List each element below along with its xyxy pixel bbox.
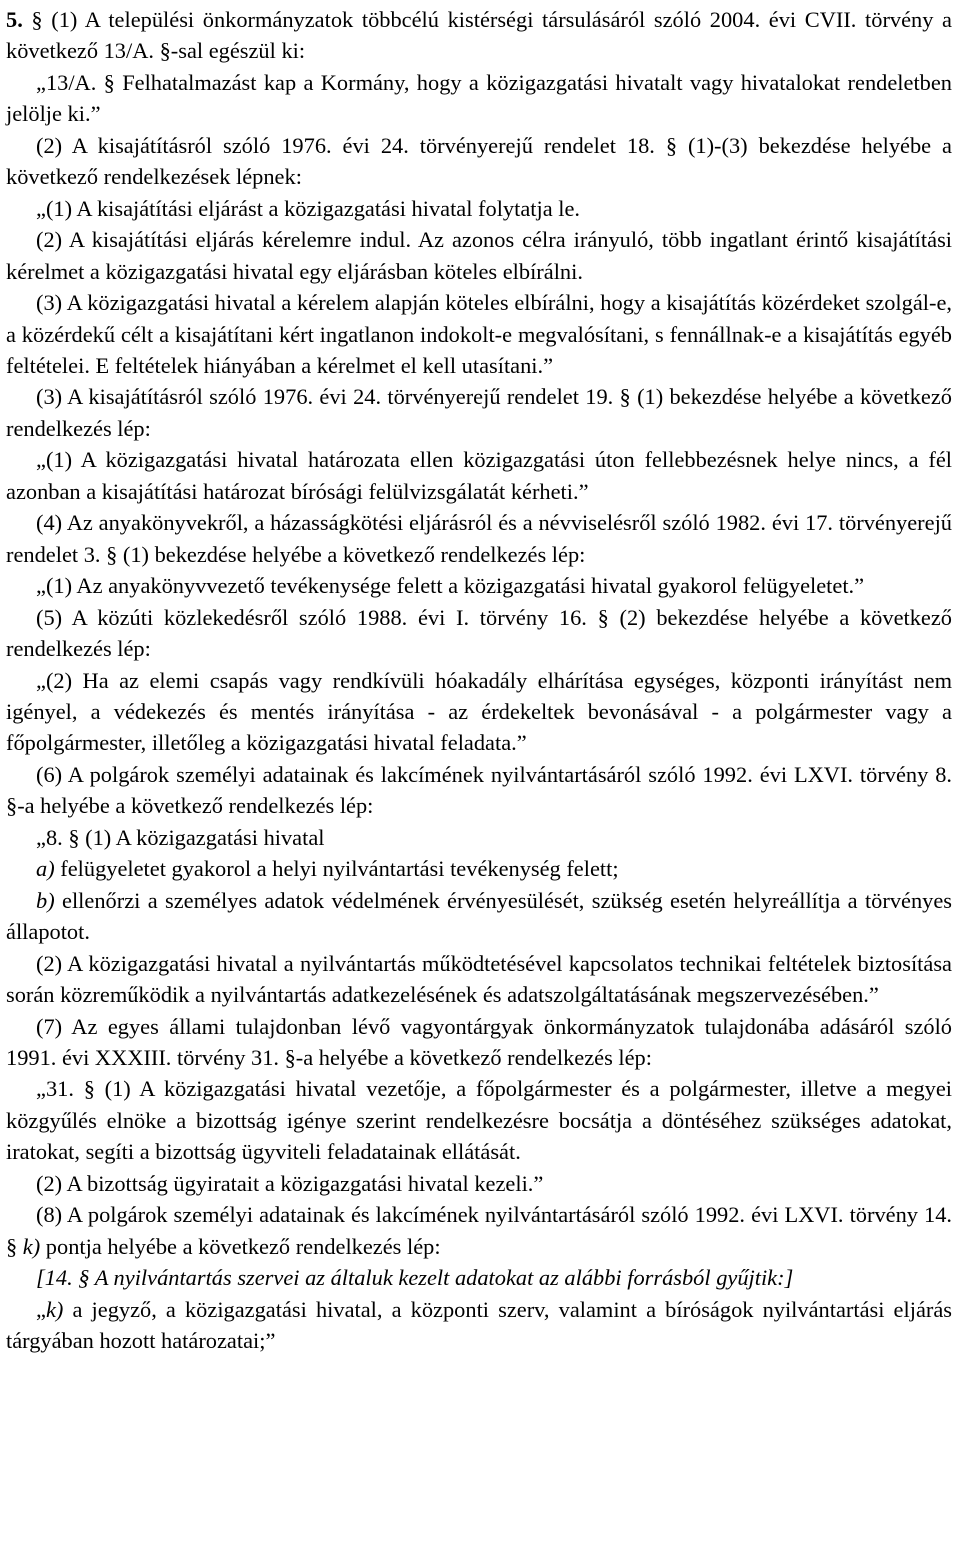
- paragraph-text: „(2) Ha az elemi csapás vagy rendkívüli hóakadály elhárítása egységes, központi irányítást nem igényel, a védekezés és mentés irányítása - az érdekeltek bevonásával - a polgármester vagy a főpolgármester, illetőleg a közigazgatási hivatal feladata.”: [6, 667, 952, 756]
- paragraph: [6, 1168, 952, 1199]
- paragraph-text: (3) A közigazgatási hivatal a kérelem alapján köteles elbírálni, hogy a kisajátítás közérdeket szolgál-e, a közérdekű célt a kisajátítani kért ingatlanon indokolt-e megvalósítani, s fennállnak-e a kisajátítás egyéb feltételei. E feltételek hiányában a kérelmet el kell utasítani.”: [6, 290, 952, 378]
- paragraph: [6, 287, 952, 381]
- paragraph-text: pontja helyébe a következő rendelkezés lép:: [40, 1233, 441, 1259]
- italic-text: k): [22, 1233, 41, 1259]
- italic-text: k): [45, 1296, 64, 1322]
- paragraph: [6, 885, 952, 948]
- paragraph: [6, 381, 952, 444]
- italic-text: b): [36, 887, 55, 913]
- paragraph-text: (7) Az egyes állami tulajdonban lévő vagyontárgyak önkormányzatok tulajdonába adásáról szóló 1991. évi XXXIII. törvény 31. §-a helyébe a következő rendelkezés lép:: [6, 1013, 952, 1070]
- paragraph-text: ellenőrzi a személyes adatok védelmének érvényesülését, szükség esetén helyreállítja a törvényes állapotot.: [6, 887, 952, 945]
- paragraph: [6, 4, 952, 67]
- paragraph-text: (4) Az anyakönyvekről, a házasságkötési eljárásról és a névviselésről szóló 1982. évi 17. törvényerejű rendelet 3. § (1) bekezdése helyébe a következő rendelkezés lép:: [6, 510, 952, 567]
- paragraph: [6, 67, 952, 130]
- italic-text: a): [36, 856, 55, 882]
- paragraph-text: (2) A kisajátítási eljárás kérelemre indul. Az azonos célra irányuló, több ingatlant érintő kisajátítási kérelmet a közigazgatási hivatal egy eljárásban köteles elbírálni.: [6, 227, 952, 284]
- paragraph-text: „(1) A kisajátítási eljárást a közigazgatási hivatal folytatja le.: [36, 195, 581, 221]
- document-body: [6, 4, 952, 1356]
- paragraph-text: a jegyző, a közigazgatási hivatal, a központi szerv, valamint a bíróságok nyilvántartási eljárás tárgyában hozott határozatai;”: [6, 1296, 952, 1354]
- paragraph-text: (2) A kisajátításról szóló 1976. évi 24. törvényerejű rendelet 18. § (1)-(3) bekezdése helyébe a következő rendelkezések lépnek:: [6, 132, 952, 190]
- paragraph: [6, 822, 952, 853]
- paragraph-text: „(1) Az anyakönyvvezető tevékenysége felett a közigazgatási hivatal gyakorol felügyeletet.”: [36, 573, 865, 599]
- paragraph-text: „13/A. § Felhatalmazást kap a Kormány, hogy a közigazgatási hivatalt vagy hivatalokat rendeletben jelölje ki.”: [6, 69, 952, 127]
- paragraph: [6, 853, 952, 884]
- paragraph-text: (2) A bizottság ügyiratait a közigazgatási hivatal kezeli.”: [36, 1170, 544, 1196]
- paragraph: [6, 1199, 952, 1262]
- paragraph: [6, 507, 952, 570]
- italic-text: [14. § A nyilvántartás szervei az általuk kezelt adatokat az alábbi forrásból gyűjtik:]: [36, 1265, 794, 1291]
- paragraph: [6, 665, 952, 759]
- paragraph: [6, 1011, 952, 1074]
- paragraph-text: (6) A polgárok személyi adatainak és lakcímének nyilvántartásáról szóló 1992. évi LXVI. törvény 8. §-a helyébe a következő rendelkezés lép:: [6, 761, 952, 819]
- paragraph-text: felügyeletet gyakorol a helyi nyilvántartási tevékenység felett;: [54, 856, 619, 882]
- paragraph-text: „(1) A közigazgatási hivatal határozata ellen közigazgatási úton fellebbezésnek helye nincs, a fél azonban a kisajátítási határozat bírósági felülvizsgálatát kérheti.”: [6, 447, 952, 504]
- paragraph: [6, 570, 952, 601]
- paragraph: [6, 193, 952, 224]
- paragraph: [6, 1262, 952, 1293]
- paragraph: [6, 759, 952, 822]
- paragraph-text: „8. § (1) A közigazgatási hivatal: [36, 824, 325, 850]
- paragraph-text: „31. § (1) A közigazgatási hivatal vezetője, a főpolgármester és a polgármester, illetve a megyei közgyűlés elnöke a bizottság igénye szerint rendelkezésre bocsátja a döntéséhez szükséges adatokat, iratokat, segíti a bizottság ügyviteli feladatainak ellátását.: [6, 1076, 952, 1165]
- paragraph: [6, 444, 952, 507]
- paragraph: [6, 1294, 952, 1357]
- paragraph: [6, 602, 952, 665]
- paragraph-text: (3) A kisajátításról szóló 1976. évi 24. törvényerejű rendelet 19. § (1) bekezdése helyébe a következő rendelkezés lép:: [6, 384, 952, 441]
- paragraph: [6, 1073, 952, 1167]
- paragraph: [6, 130, 952, 193]
- paragraph-text: „: [36, 1296, 46, 1322]
- paragraph: [6, 948, 952, 1011]
- paragraph-text: (2) A közigazgatási hivatal a nyilvántartás működtetésével kapcsolatos technikai feltételek biztosítása során közreműködik a nyilvántartás adatkezelésének és adatszolgáltatásának megszervezésében.”: [6, 950, 952, 1008]
- paragraph-text: § (1) A települési önkormányzatok többcélú kistérségi társulásáról szóló 2004. évi CVII. törvény a következő 13/A. §-sal egészül ki:: [6, 7, 952, 64]
- paragraph: [6, 224, 952, 287]
- bold-text: 5.: [6, 7, 23, 32]
- paragraph-text: (5) A közúti közlekedésről szóló 1988. évi I. törvény 16. § (2) bekezdése helyébe a következő rendelkezés lép:: [6, 604, 952, 662]
- paragraph-text: (8) A polgárok személyi adatainak és lakcímének nyilvántartásáról szóló 1992. évi LXVI. törvény 14. §: [6, 1202, 952, 1259]
